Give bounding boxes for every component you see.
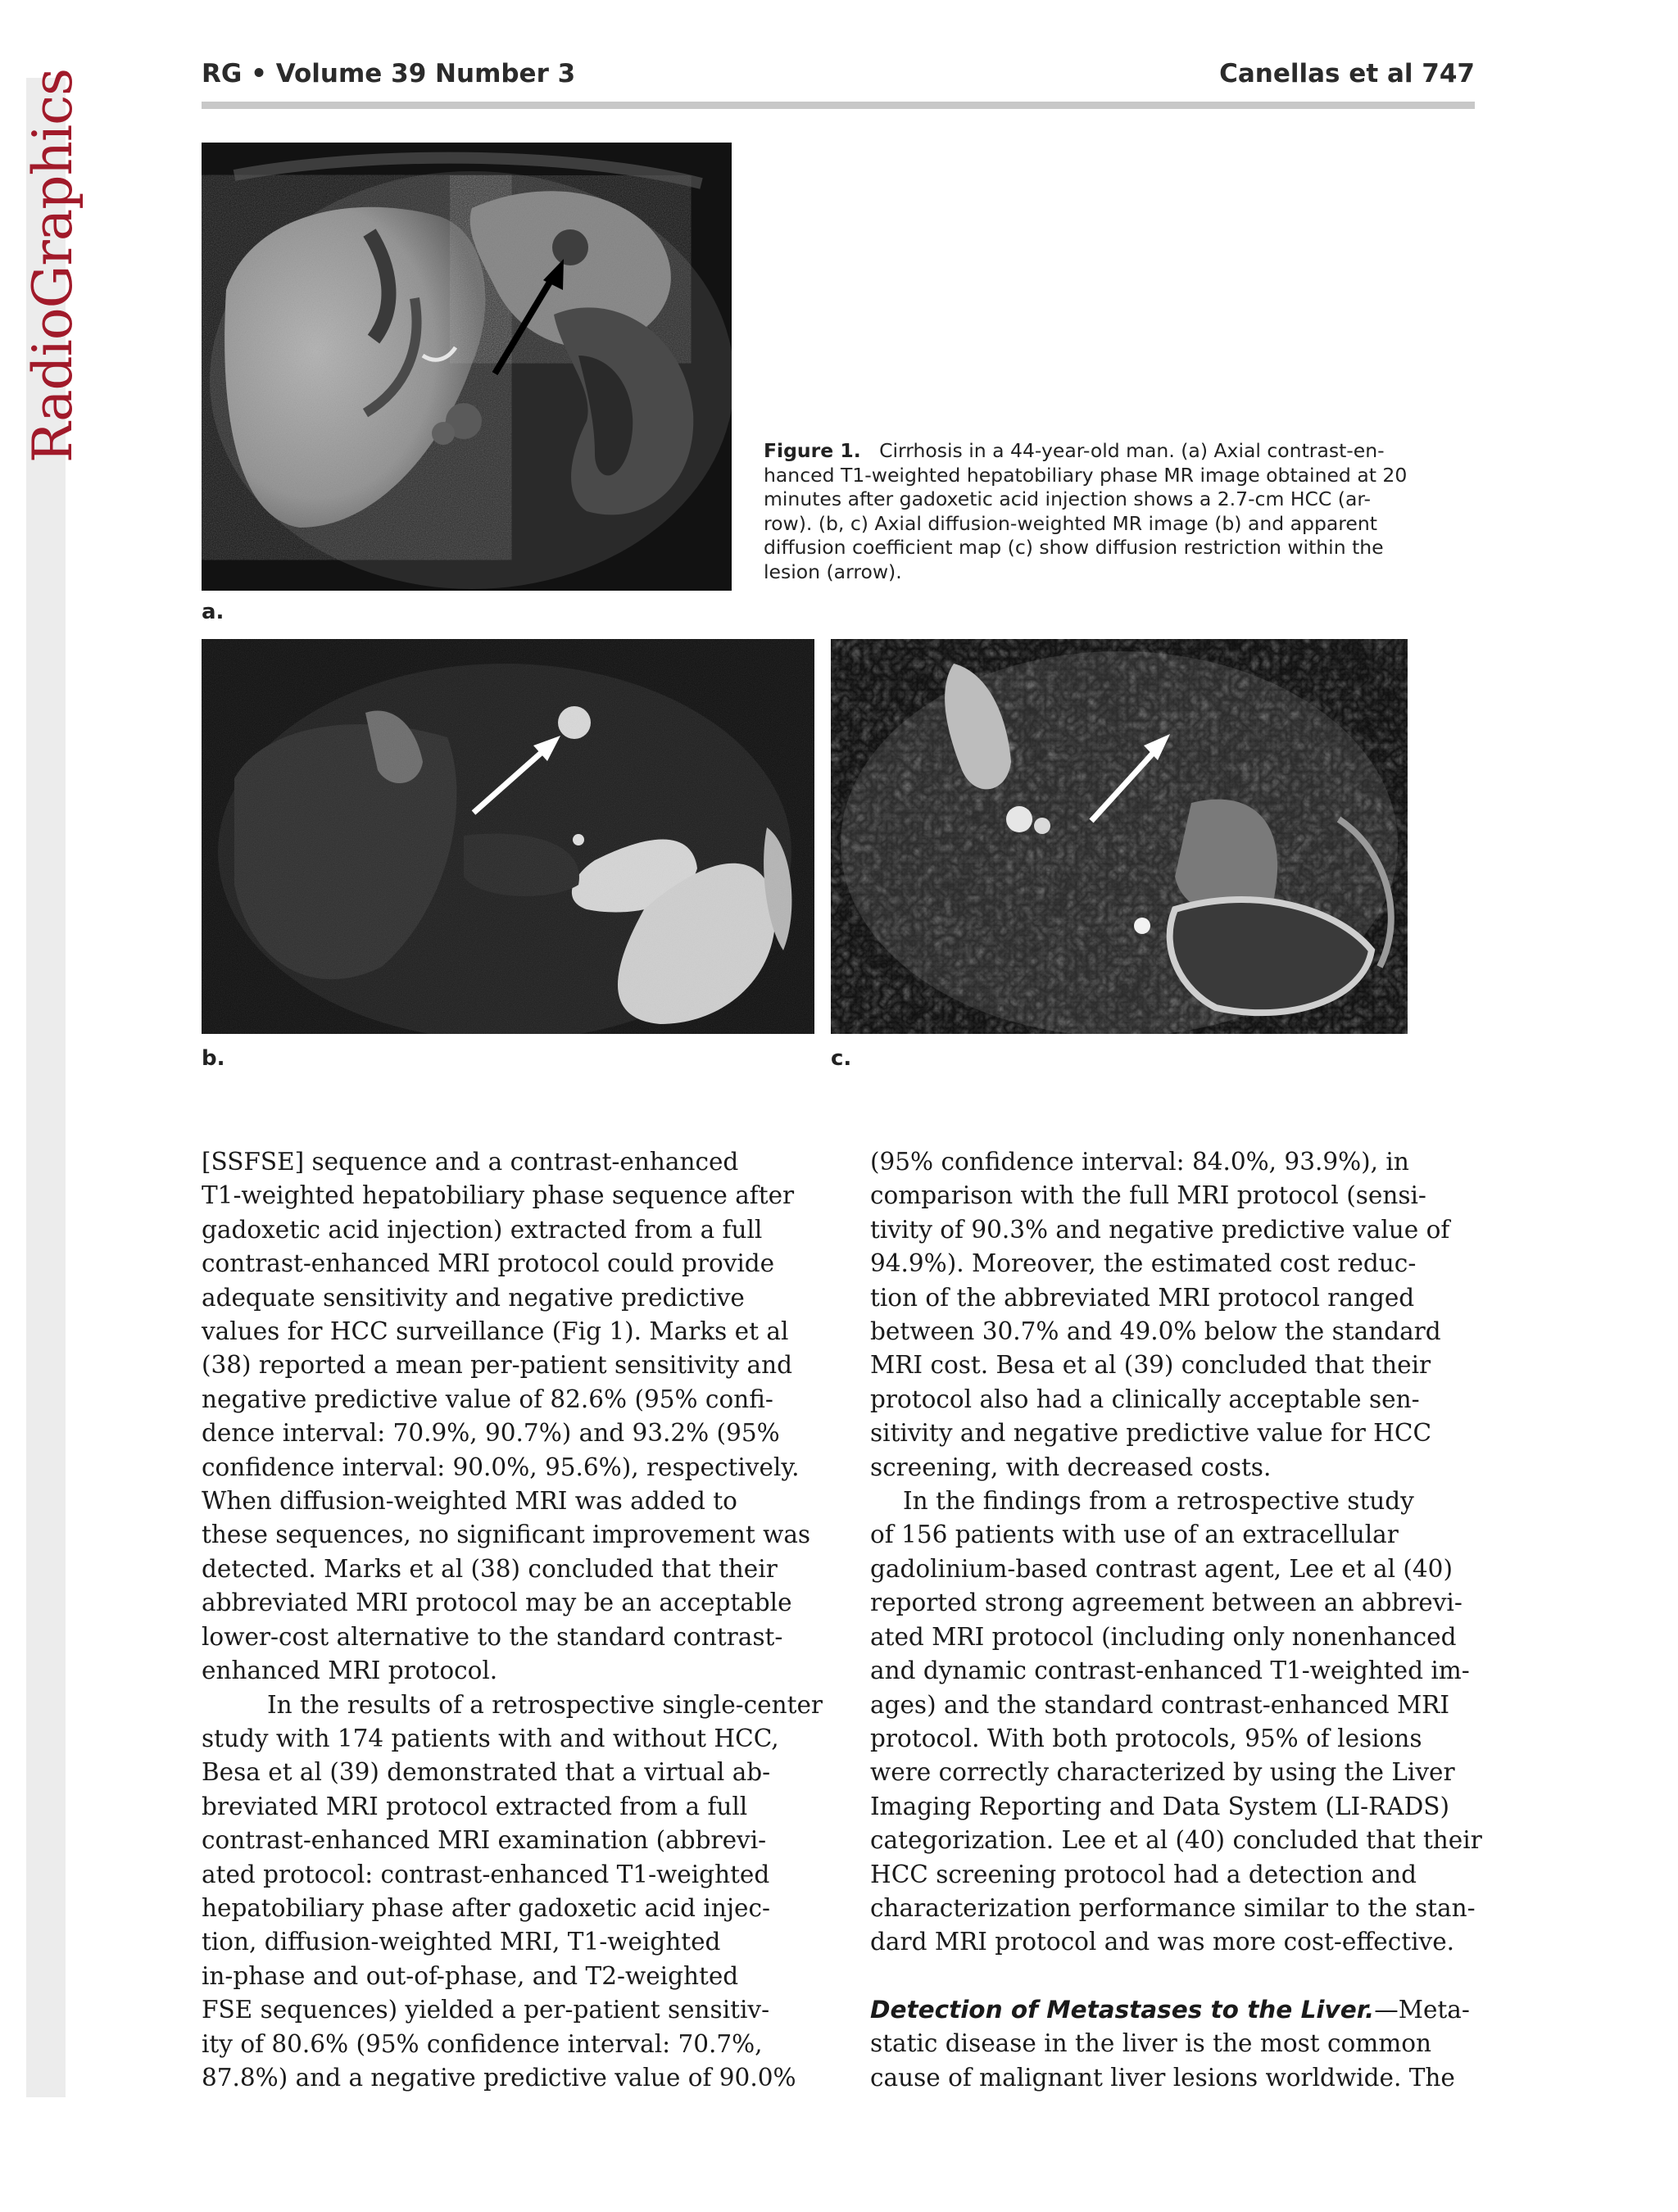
header-rule xyxy=(202,102,1475,109)
caption-title: Figure 1. Cirrhosis in a 44-year-old man. (a) Axial contrast-en- xyxy=(764,439,1385,462)
body-line: tivity of 90.3% and negative predictive value of xyxy=(870,1215,1450,1244)
body-line: [SSFSE] sequence and a contrast-enhanced xyxy=(202,1148,739,1176)
body-line: When diffusion-weighted MRI was added to xyxy=(202,1487,737,1516)
body-line: (38) reported a mean per-patient sensitivity and xyxy=(202,1351,792,1380)
body-line: static disease in the liver is the most common xyxy=(870,2029,1431,2058)
body-line: these sequences, no significant improvement was xyxy=(202,1521,811,1549)
body-line: abbreviated MRI protocol may be an acceptable xyxy=(202,1589,792,1617)
body-line: T1-weighted hepatobiliary phase sequence after xyxy=(202,1181,795,1210)
body-line: negative predictive value of 82.6% (95% confi- xyxy=(202,1385,773,1413)
running-header xyxy=(202,59,1475,100)
body-line: detected. Marks et al (38) concluded that their xyxy=(202,1554,778,1583)
body-line: categorization. Lee et al (40) concluded that their xyxy=(870,1826,1482,1855)
body-line: HCC screening protocol had a detection and xyxy=(870,1860,1417,1888)
body-line: ages) and the standard contrast-enhanced MRI xyxy=(870,1690,1450,1719)
body-line: hepatobiliary phase after gadoxetic acid injec- xyxy=(202,1893,770,1922)
body-line: ated MRI protocol (including only nonenhanced xyxy=(870,1622,1457,1651)
caption-line: row). (b, c) Axial diffusion-weighted MR image (b) and apparent xyxy=(764,511,1377,535)
body-line: screening, with decreased costs. xyxy=(870,1453,1272,1481)
caption-line: diffusion coefficient map (c) show diffusion restriction within the xyxy=(764,536,1384,559)
body-column-right xyxy=(870,1145,1482,2095)
body-line: 87.8%) and a negative predictive value of 90.0% xyxy=(202,2063,796,2092)
panel-label-a: a. xyxy=(202,600,224,624)
body-line: protocol also had a clinically acceptable sen- xyxy=(870,1385,1420,1413)
figure-panel-b xyxy=(202,639,814,1034)
body-line: tion, diffusion-weighted MRI, T1-weighted xyxy=(202,1928,721,1956)
body-line: 94.9%). Moreover, the estimated cost reduc- xyxy=(870,1249,1417,1278)
body-line: between 30.7% and 49.0% below the standard xyxy=(870,1317,1441,1346)
body-line: reported strong agreement between an abbrevi- xyxy=(870,1589,1463,1617)
panel-label-c: c. xyxy=(831,1046,852,1071)
figure-panel-a xyxy=(202,143,732,591)
figure-caption xyxy=(764,439,1408,584)
body-line: gadoxetic acid injection) extracted from a full xyxy=(202,1215,763,1244)
body-line: confidence interval: 90.0%, 95.6%), respectively. xyxy=(202,1453,800,1481)
body-line: gadolinium-based contrast agent, Lee et al (40) xyxy=(870,1554,1453,1583)
body-line: cause of malignant liver lesions worldwide. The xyxy=(870,2063,1455,2092)
body-column-left xyxy=(202,1145,823,2095)
body-line: (95% confidence interval: 84.0%, 93.9%), in xyxy=(870,1148,1409,1176)
body-line: In the findings from a retrospective study xyxy=(903,1487,1414,1516)
header-issue: RG • Volume 39 Number 3 xyxy=(202,59,576,88)
body-line: dence interval: 70.9%, 90.7%) and 93.2% (95% xyxy=(202,1419,780,1448)
body-line: study with 174 patients with and without HCC, xyxy=(202,1724,779,1752)
mri-image-b xyxy=(202,639,814,1034)
caption-line: lesion (arrow). xyxy=(764,560,902,583)
journal-brand: RadioGraphics xyxy=(21,69,84,463)
body-line: MRI cost. Besa et al (39) concluded that their xyxy=(870,1351,1431,1380)
body-line: values for HCC surveillance (Fig 1). Marks et al xyxy=(202,1317,789,1346)
body-line: enhanced MRI protocol. xyxy=(202,1657,498,1685)
body-line: of 156 patients with use of an extracellular xyxy=(870,1521,1399,1549)
body-line: Besa et al (39) demonstrated that a virtual ab- xyxy=(202,1758,771,1787)
body-line: In the results of a retrospective single-center xyxy=(267,1690,823,1719)
body-line: in-phase and out-of-phase, and T2-weighted xyxy=(202,1961,739,1990)
mri-image-a xyxy=(202,143,732,591)
subhead-tail: —Meta- xyxy=(1374,1995,1470,2024)
figure-panel-c xyxy=(831,639,1408,1034)
body-line: comparison with the full MRI protocol (sensi- xyxy=(870,1181,1426,1210)
caption-line: hanced T1-weighted hepatobiliary phase MR image obtained at 20 xyxy=(764,463,1408,487)
body-line: were correctly characterized by using the Liver xyxy=(870,1758,1455,1787)
panel-label-b: b. xyxy=(202,1046,225,1071)
mri-image-c xyxy=(831,639,1408,1034)
section-subhead-line xyxy=(870,1993,1468,2027)
section-subhead: Detection of Metastases to the Liver. xyxy=(870,1995,1375,2024)
header-authors-page: Canellas et al 747 xyxy=(1219,59,1475,88)
body-line: ated protocol: contrast-enhanced T1-weighted xyxy=(202,1860,770,1888)
body-line: adequate sensitivity and negative predictive xyxy=(202,1283,745,1312)
body-line: breviated MRI protocol extracted from a full xyxy=(202,1792,748,1820)
body-line: lower-cost alternative to the standard contrast- xyxy=(202,1622,783,1651)
body-line: sitivity and negative predictive value for HCC xyxy=(870,1419,1432,1448)
body-line: and dynamic contrast-enhanced T1-weighted im- xyxy=(870,1657,1470,1685)
body-line: tion of the abbreviated MRI protocol ranged xyxy=(870,1283,1415,1312)
body-line: characterization performance similar to the stan- xyxy=(870,1893,1476,1922)
body-line: contrast-enhanced MRI protocol could provide xyxy=(202,1249,775,1278)
body-line: ity of 80.6% (95% confidence interval: 70.7%, xyxy=(202,2029,763,2058)
paragraph-gap xyxy=(870,1960,1468,1993)
caption-line: minutes after gadoxetic acid injection shows a 2.7-cm HCC (ar- xyxy=(764,487,1371,510)
body-line: Imaging Reporting and Data System (LI-RADS) xyxy=(870,1792,1449,1820)
body-line: dard MRI protocol and was more cost-effective. xyxy=(870,1928,1455,1956)
body-line: protocol. With both protocols, 95% of lesions xyxy=(870,1724,1422,1752)
body-line: contrast-enhanced MRI examination (abbrevi- xyxy=(202,1826,767,1855)
body-line: FSE sequences) yielded a per-patient sensitiv- xyxy=(202,1996,770,2024)
